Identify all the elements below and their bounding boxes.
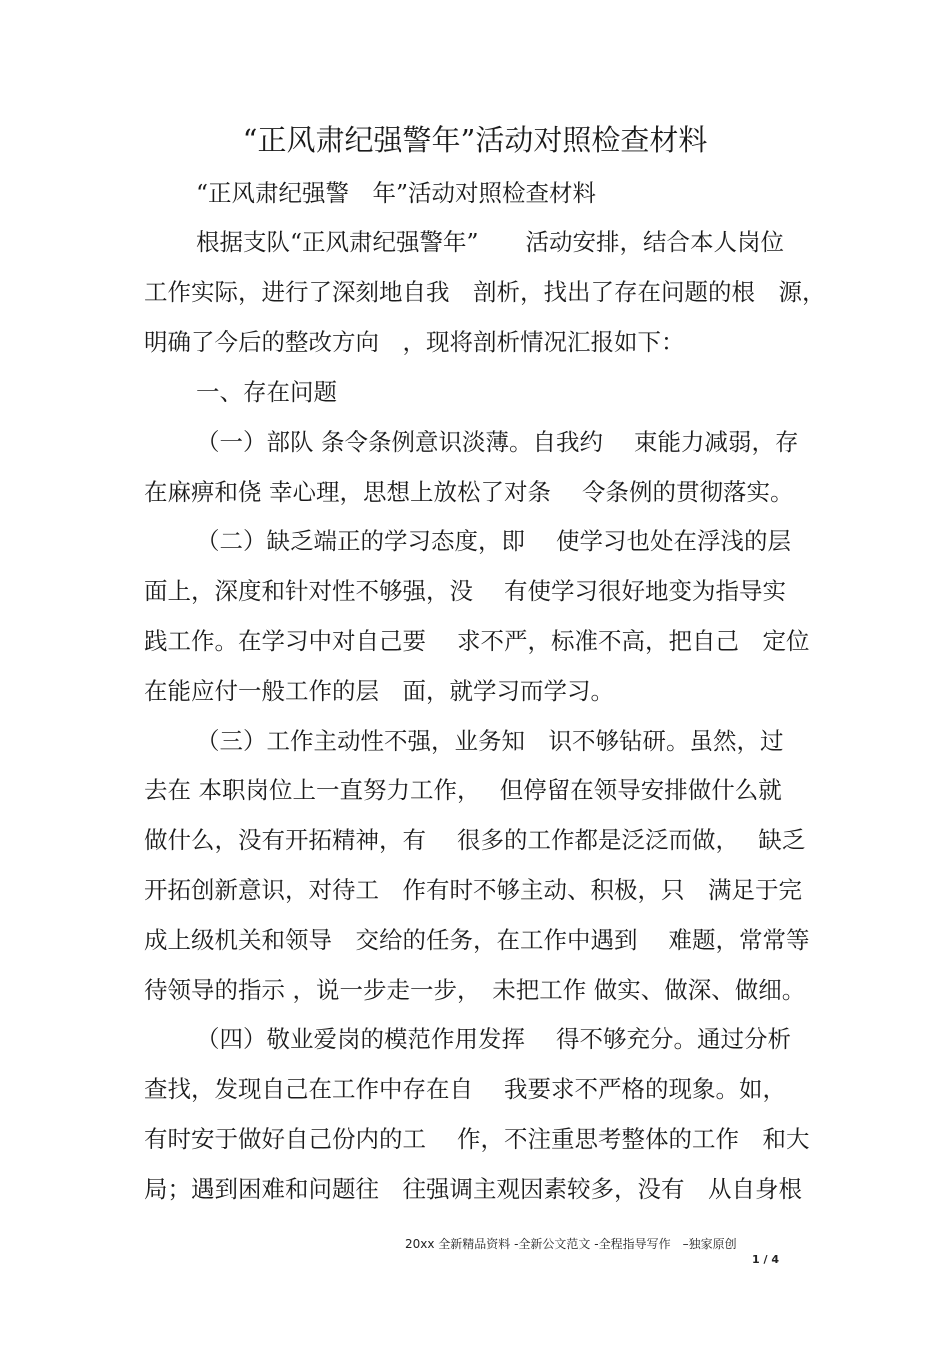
paragraph-line: 明确了今后的整改方向 ，现将剖析情况汇报如下： (144, 328, 685, 356)
paragraph-line: 面上，深度和针对性不够强，没 有使学习很好地变为指导实 (144, 577, 786, 605)
paragraph-line: 开拓创新意识，对待工 作有时不够主动、积极，只 满足于完 (144, 876, 802, 904)
paragraph-line: 局；遇到困难和问题往 往强调主观因素较多，没有 从自身根 (144, 1175, 802, 1203)
section-heading: 一、存在问题 (196, 378, 337, 406)
paragraph-line: 查找，发现自己在工作中存在自 我要求不严格的现象。如， (144, 1075, 786, 1103)
paragraph-line: 根据支队“正风肃纪强警年” 活动安排，结合本人岗位 (196, 228, 785, 256)
document-title: “正风肃纪强警年”活动对照检查材料 (242, 123, 708, 157)
paragraph-line: 待领导的指示 ，说一步走一步， 未把工作 做实、做深、做细。 (144, 976, 806, 1004)
paragraph-line: （一）部队 条令条例意识淡薄。自我约 束能力减弱，存 (196, 428, 799, 456)
paragraph-line: 践工作。在学习中对自己要 求不严，标准不高，把自己 定位 (144, 627, 810, 655)
page-footer: 20xx 全新精品资料 -全新公文范文 -全程指导写作 –独家原创 (405, 1237, 737, 1251)
paragraph-line: 在麻痹和侥 幸心理，思想上放松了对条 令条例的贯彻落实。 (144, 478, 794, 506)
document-subtitle: “正风肃纪强警 年”活动对照检查材料 (196, 179, 597, 207)
paragraph-line: 工作实际，进行了深刻地自我 剖析，找出了存在问题的根 源， (144, 278, 826, 306)
page-number: 1 / 4 (752, 1253, 779, 1266)
paragraph-line: （四）敬业爱岗的模范作用发挥 得不够充分。通过分析 (196, 1025, 791, 1053)
paragraph-line: 去在 本职岗位上一直努力工作， 但停留在领导安排做什么就 (144, 776, 782, 804)
paragraph-line: 成上级机关和领导 交给的任务，在工作中遇到 难题，常常等 (144, 926, 810, 954)
paragraph-line: （二）缺乏端正的学习态度，即 使学习也处在浮浅的层 (196, 527, 791, 555)
paragraph-line: 做什么，没有开拓精神，有 很多的工作都是泛泛而做， 缺乏 (144, 826, 806, 854)
paragraph-line: 有时安于做好自己份内的工 作，不注重思考整体的工作 和大 (144, 1125, 810, 1153)
paragraph-line: （三）工作主动性不强，业务知 识不够钻研。虽然，过 (196, 727, 784, 755)
paragraph-line: 在能应付一般工作的层 面，就学习而学习。 (144, 677, 614, 705)
